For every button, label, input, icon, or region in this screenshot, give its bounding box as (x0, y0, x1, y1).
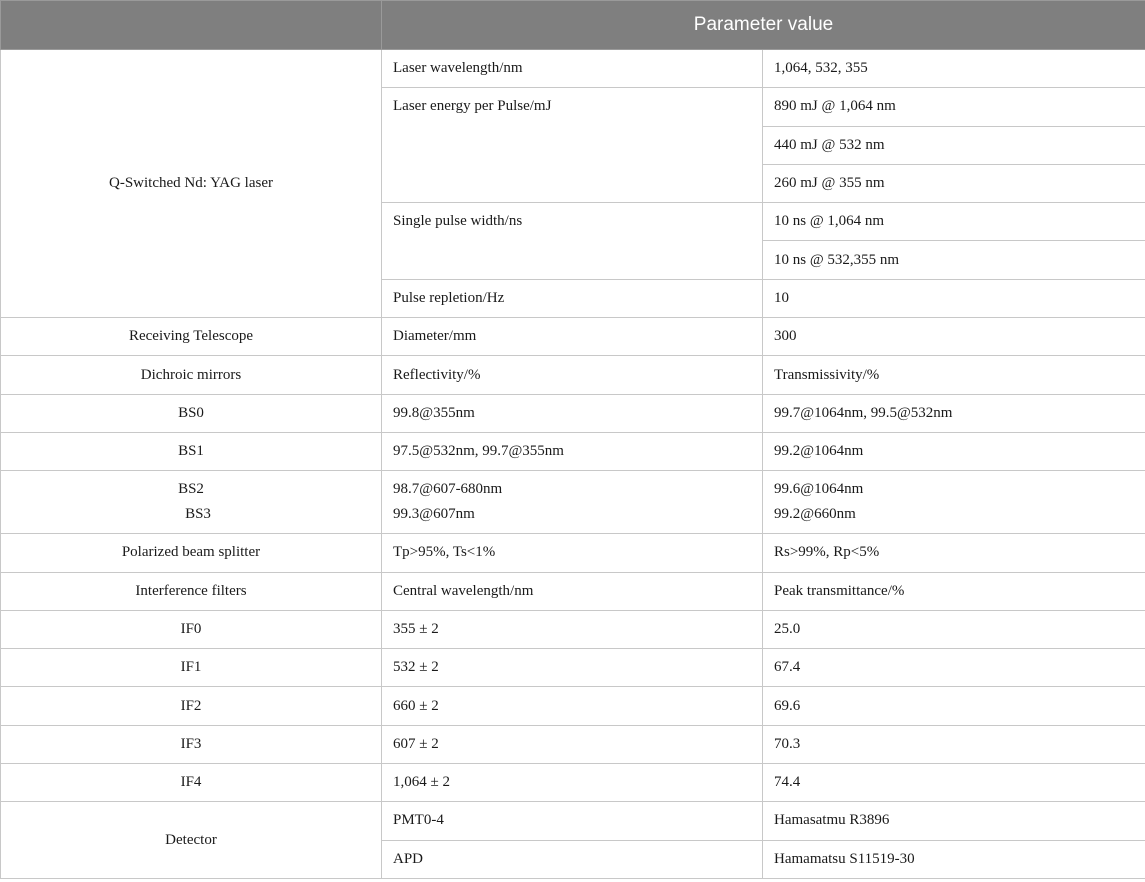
bs23-reflect (382, 471, 763, 534)
filter-name: IF1 (1, 649, 382, 687)
bs1-reflect: 97.5@532nm, 99.7@355nm (382, 432, 763, 470)
bs1-name: BS1 (1, 432, 382, 470)
pulse-width-label: Single pulse width/ns (382, 203, 763, 280)
repetition-value: 10 (763, 279, 1145, 317)
table-row (1, 802, 1145, 840)
table-row (1, 318, 1145, 356)
filter-peak: 69.6 (763, 687, 1145, 725)
table-row (1, 432, 1145, 470)
pmt-label: PMT0-4 (382, 802, 763, 840)
repetition-label: Pulse repletion/Hz (382, 279, 763, 317)
table-row (1, 725, 1145, 763)
filters-peak-label: Peak transmittance/% (763, 572, 1145, 610)
bs2-transmit: 99.6@1064nm (774, 481, 864, 498)
pulse-width-value: 10 ns @ 532,355 nm (763, 241, 1145, 279)
filter-peak: 70.3 (763, 725, 1145, 763)
filter-center: 1,064 ± 2 (382, 764, 763, 802)
filters-component: Interference filters (1, 572, 382, 610)
bs23-transmit (763, 471, 1145, 534)
laser-energy-label: Laser energy per Pulse/mJ (382, 88, 763, 203)
dichroic-component: Dichroic mirrors (1, 356, 382, 394)
filter-name: IF3 (1, 725, 382, 763)
bs2-reflect: 98.7@607-680nm (393, 481, 503, 498)
filter-peak: 25.0 (763, 610, 1145, 648)
bs3-reflect: 99.3@607nm (393, 506, 475, 523)
filter-center: 355 ± 2 (382, 610, 763, 648)
filter-name: IF0 (1, 610, 382, 648)
filter-name: IF4 (1, 764, 382, 802)
pmt-value: Hamasatmu R3896 (763, 802, 1145, 840)
filter-peak: 74.4 (763, 764, 1145, 802)
telescope-component: Receiving Telescope (1, 318, 382, 356)
laser-energy-value: 260 mJ @ 355 nm (763, 164, 1145, 202)
pbs-col2: Tp>95%, Ts<1% (382, 534, 763, 572)
table-row (1, 572, 1145, 610)
pulse-width-value: 10 ns @ 1,064 nm (763, 203, 1145, 241)
table-row (1, 764, 1145, 802)
bs0-reflect: 99.8@355nm (382, 394, 763, 432)
bs0-transmit: 99.7@1064nm, 99.5@532nm (763, 394, 1145, 432)
bs0-name: BS0 (1, 394, 382, 432)
apd-label: APD (382, 840, 763, 878)
table-row (1, 534, 1145, 572)
table-row (1, 471, 1145, 534)
laser-energy-value: 890 mJ @ 1,064 nm (763, 88, 1145, 126)
filter-center: 660 ± 2 (382, 687, 763, 725)
table-row (1, 649, 1145, 687)
table-row (1, 610, 1145, 648)
laser-energy-value: 440 mJ @ 532 nm (763, 126, 1145, 164)
detector-component: Detector (1, 802, 382, 879)
bs1-transmit: 99.2@1064nm (763, 432, 1145, 470)
filter-name: IF2 (1, 687, 382, 725)
pbs-col3: Rs>99%, Rp<5% (763, 534, 1145, 572)
header-component (1, 1, 382, 50)
dichroic-transmissivity-label: Transmissivity/% (763, 356, 1145, 394)
telescope-value: 300 (763, 318, 1145, 356)
dichroic-reflectivity-label: Reflectivity/% (382, 356, 763, 394)
filter-center: 532 ± 2 (382, 649, 763, 687)
bs2-name: BS2 (178, 481, 204, 498)
header-parameter-value: Parameter value (382, 1, 1145, 50)
filters-center-label: Central wavelength/nm (382, 572, 763, 610)
table-row (1, 687, 1145, 725)
table-row (1, 50, 1145, 88)
laser-component: Q-Switched Nd: YAG laser (1, 50, 382, 318)
filter-center: 607 ± 2 (382, 725, 763, 763)
bs3-name: BS3 (185, 506, 211, 523)
laser-wavelength-label: Laser wavelength/nm (382, 50, 763, 88)
filter-peak: 67.4 (763, 649, 1145, 687)
laser-wavelength-value: 1,064, 532, 355 (763, 50, 1145, 88)
header-row (1, 1, 1145, 50)
pbs-component: Polarized beam splitter (1, 534, 382, 572)
bs3-transmit: 99.2@660nm (774, 506, 856, 523)
bs23-names (1, 471, 382, 534)
apd-value: Hamamatsu S11519-30 (763, 840, 1145, 878)
table-row (1, 356, 1145, 394)
telescope-label: Diameter/mm (382, 318, 763, 356)
table-row (1, 394, 1145, 432)
